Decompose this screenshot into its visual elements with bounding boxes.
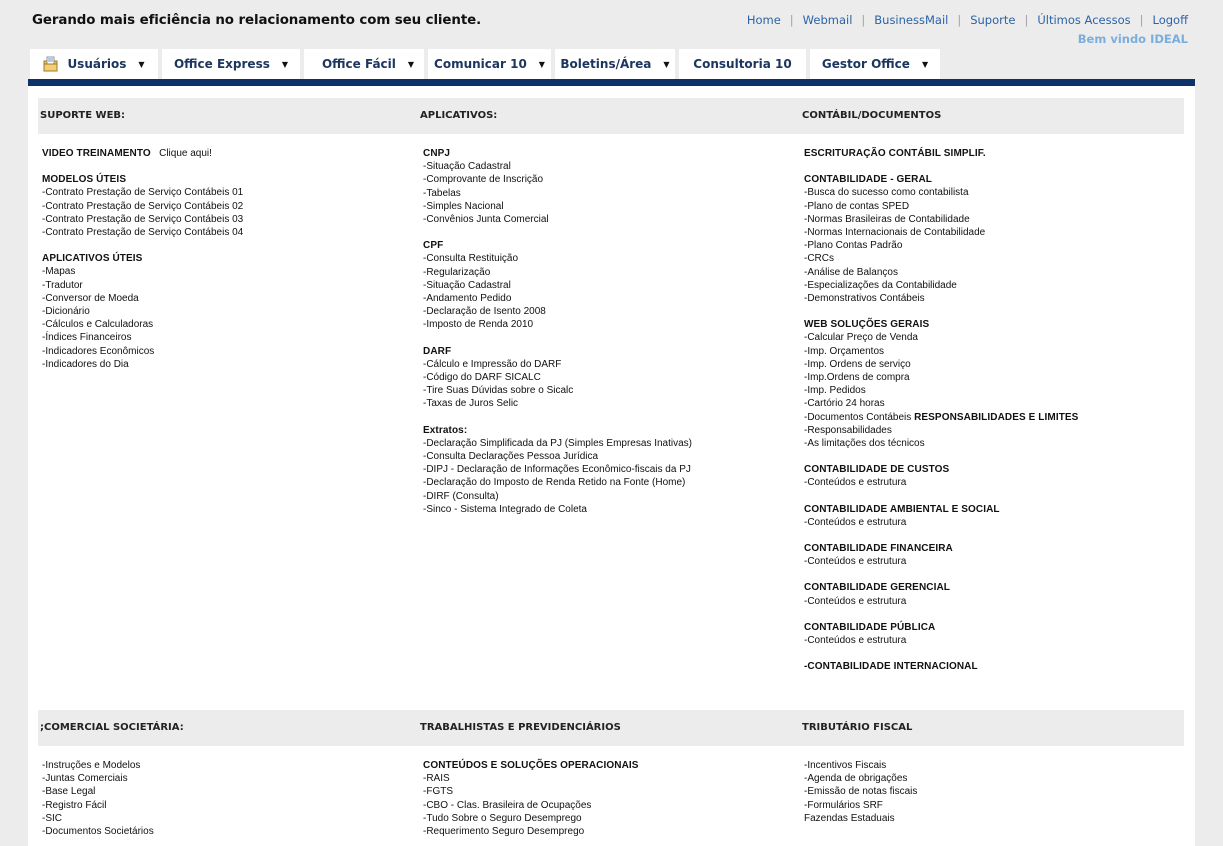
list-item[interactable]: -Documentos Societários bbox=[42, 826, 154, 838]
suporte-link[interactable]: Suporte bbox=[970, 13, 1016, 27]
tab-usuarios[interactable] bbox=[30, 49, 158, 79]
content-panel bbox=[28, 86, 1195, 846]
responsabilidades-limites-title: RESPONSABILIDADES E LIMITES bbox=[914, 411, 1079, 423]
list-item[interactable]: -Especializações da Contabilidade bbox=[804, 279, 957, 291]
list-item[interactable]: -Tire Suas Dúvidas sobre o Sicalc bbox=[423, 385, 574, 397]
list-item[interactable]: -Consulta Declarações Pessoa Jurídica bbox=[423, 451, 599, 463]
financeira-title: CONTABILIDADE FINANCEIRA bbox=[804, 543, 953, 555]
modelos-block bbox=[42, 173, 402, 239]
list-item[interactable]: -Imposto de Renda 2010 bbox=[423, 319, 534, 331]
list-item[interactable]: -Cálculos e Calculadoras bbox=[42, 319, 154, 331]
publica-title: CONTABILIDADE PÚBLICA bbox=[804, 621, 936, 633]
list-item[interactable]: -Sinco - Sistema Integrado de Coleta bbox=[423, 503, 587, 515]
tab-label: Boletins/Área bbox=[560, 57, 652, 71]
section-title-aplicativos: APLICATIVOS: bbox=[420, 110, 498, 121]
list-item[interactable]: -Juntas Comerciais bbox=[42, 773, 128, 785]
section-title-tributario: TRIBUTÁRIO FISCAL bbox=[802, 722, 913, 733]
tab-office-express[interactable] bbox=[162, 49, 300, 79]
aplicativos-uteis-block bbox=[42, 252, 402, 371]
tab-consultoria-10[interactable] bbox=[679, 49, 806, 79]
documentos-contabeis-link[interactable]: -Documentos Contábeis bbox=[804, 411, 912, 423]
list-item[interactable]: -Consulta Restituição bbox=[423, 253, 519, 265]
dropdown-arrow-icon: ▼ bbox=[921, 59, 929, 69]
list-item[interactable]: -Tabelas bbox=[423, 187, 461, 199]
list-item[interactable]: -Declaração Simplificada da PJ (Simples Empresas Inativas) bbox=[423, 437, 692, 449]
modelos-title: MODELOS ÚTEIS bbox=[42, 174, 127, 186]
tab-gestor-office[interactable] bbox=[810, 49, 940, 79]
list-item[interactable]: -Agenda de obrigações bbox=[804, 773, 908, 785]
gerencial-block bbox=[804, 581, 1184, 607]
tab-label: Office Fácil bbox=[321, 57, 396, 71]
businessmail-link[interactable]: BusinessMail bbox=[874, 13, 949, 27]
list-item[interactable]: -Cálculo e Impressão do DARF bbox=[423, 358, 562, 370]
list-item[interactable]: -Conteúdos e estrutura bbox=[804, 595, 907, 607]
tab-office-facil[interactable] bbox=[304, 49, 424, 79]
web-solucoes-title: WEB SOLUÇÕES GERAIS bbox=[804, 319, 930, 331]
dropdown-arrow-icon: ▼ bbox=[663, 59, 670, 69]
list-item[interactable]: -Indicadores do Dia bbox=[42, 358, 129, 370]
ambiental-block bbox=[804, 503, 1184, 529]
tab-label: Usuários bbox=[67, 57, 127, 71]
list-item[interactable]: -Regularização bbox=[423, 266, 491, 278]
dropdown-arrow-icon: ▼ bbox=[138, 59, 145, 69]
list-item[interactable]: -Plano Contas Padrão bbox=[804, 240, 903, 252]
documentos-contabeis-row bbox=[804, 411, 1184, 424]
section-title-trabalhistas: TRABALHISTAS E PREVIDENCIÁRIOS bbox=[420, 722, 621, 733]
list-item[interactable]: -SIC bbox=[42, 812, 62, 824]
video-label: VIDEO TREINAMENTO bbox=[42, 148, 151, 159]
suporte-web-column bbox=[42, 147, 402, 384]
internacional-block bbox=[804, 660, 1184, 673]
page-tagline: Gerando mais eficiência no relacionamento com seu cliente. bbox=[32, 13, 482, 28]
list-item[interactable]: -Contrato Prestação de Serviço Contábeis 01 bbox=[42, 187, 244, 199]
section-title-suporte-web: SUPORTE WEB: bbox=[40, 110, 126, 121]
list-item[interactable]: -Base Legal bbox=[42, 786, 96, 798]
list-item[interactable]: -Imp. Orçamentos bbox=[804, 345, 885, 357]
list-item[interactable]: -Indicadores Econômicos bbox=[42, 345, 155, 357]
list-item[interactable]: -As limitações dos técnicos bbox=[804, 438, 925, 450]
link-separator: | bbox=[789, 13, 794, 27]
list-item[interactable]: -Emissão de notas fiscais bbox=[804, 786, 918, 798]
ultimos-acessos-link[interactable]: Últimos Acessos bbox=[1037, 13, 1131, 27]
escrituracao-block bbox=[804, 147, 1184, 160]
list-item[interactable]: -Situação Cadastral bbox=[423, 161, 511, 173]
video-link[interactable]: Clique aqui! bbox=[159, 148, 212, 159]
dropdown-arrow-icon: ▼ bbox=[538, 59, 545, 69]
list-item[interactable]: -Contrato Prestação de Serviço Contábeis 03 bbox=[42, 213, 244, 225]
list-item[interactable]: -Plano de contas SPED bbox=[804, 200, 910, 212]
list-item[interactable]: -Conversor de Moeda bbox=[42, 292, 139, 304]
comercial-column bbox=[42, 759, 402, 838]
list-item[interactable]: -DIPJ - Declaração de Informações Econômico-fiscais da PJ bbox=[423, 464, 691, 476]
cnpj-title: CNPJ bbox=[423, 148, 451, 159]
cpf-block bbox=[423, 239, 783, 331]
ambiental-title: CONTABILIDADE AMBIENTAL E SOCIAL bbox=[804, 503, 1000, 515]
list-item[interactable]: -Simples Nacional bbox=[423, 200, 504, 212]
custos-block bbox=[804, 463, 1184, 489]
list-item[interactable]: -DIRF (Consulta) bbox=[423, 490, 499, 502]
list-item[interactable]: -Instruções e Modelos bbox=[42, 760, 141, 771]
list-item[interactable]: -Análise de Balanços bbox=[804, 266, 898, 278]
tab-label: Office Express bbox=[173, 57, 270, 71]
link-separator: | bbox=[1139, 13, 1144, 27]
list-item[interactable]: -Comprovante de Inscrição bbox=[423, 174, 544, 186]
darf-block bbox=[423, 345, 783, 411]
nav-underline bbox=[28, 79, 1195, 86]
list-item[interactable]: -Busca do sucesso como contabilista bbox=[804, 187, 969, 199]
list-item[interactable]: -Conteúdos e estrutura bbox=[804, 635, 907, 647]
list-item[interactable]: -Formulários SRF bbox=[804, 799, 883, 811]
list-item[interactable]: -Normas Internacionais de Contabilidade bbox=[804, 227, 986, 239]
section-header-row-2 bbox=[38, 710, 1184, 746]
list-item[interactable]: -Incentivos Fiscais bbox=[804, 760, 887, 771]
user-folder-icon bbox=[43, 56, 59, 72]
link-separator: | bbox=[1024, 13, 1029, 27]
list-item[interactable]: -FGTS bbox=[423, 786, 453, 798]
link-separator: | bbox=[957, 13, 962, 27]
list-item[interactable]: -Contrato Prestação de Serviço Contábeis 04 bbox=[42, 227, 244, 239]
list-item[interactable]: -Tudo Sobre o Seguro Desemprego bbox=[423, 812, 582, 824]
publica-block bbox=[804, 621, 1184, 647]
aplicativos-column bbox=[423, 147, 783, 529]
section-header-row-1 bbox=[38, 98, 1184, 134]
list-item[interactable]: -Demonstrativos Contábeis bbox=[804, 293, 925, 305]
list-item[interactable]: -Código do DARF SICALC bbox=[423, 372, 541, 384]
section-title-comercial: ;COMERCIAL SOCIETÁRIA: bbox=[40, 722, 184, 733]
trabalhistas-column bbox=[423, 759, 783, 838]
web-solucoes-block bbox=[804, 318, 1184, 450]
list-item[interactable]: -Declaração do Imposto de Renda Retido na Fonte (Home) bbox=[423, 477, 686, 489]
list-item[interactable]: -Convênios Junta Comercial bbox=[423, 214, 549, 226]
cnpj-block bbox=[423, 147, 783, 226]
list-item[interactable]: -Imp. Ordens de serviço bbox=[804, 358, 911, 370]
list-item[interactable]: -Cartório 24 horas bbox=[804, 398, 885, 410]
tab-comunicar-10[interactable] bbox=[428, 49, 551, 79]
contabilidade-geral-title: CONTABILIDADE - GERAL bbox=[804, 174, 933, 186]
list-item[interactable]: -Mapas bbox=[42, 266, 76, 278]
tab-label: Comunicar 10 bbox=[434, 57, 527, 71]
dropdown-arrow-icon: ▼ bbox=[281, 59, 289, 69]
list-item[interactable]: Fazendas Estaduais bbox=[804, 812, 895, 824]
list-item[interactable]: -Tradutor bbox=[42, 279, 83, 291]
logoff-link[interactable]: Logoff bbox=[1152, 13, 1188, 27]
list-item[interactable]: -Normas Brasileiras de Contabilidade bbox=[804, 213, 970, 225]
list-item[interactable]: -CRCs bbox=[804, 253, 834, 265]
video-block bbox=[42, 147, 402, 160]
list-item[interactable]: -Andamento Pedido bbox=[423, 293, 512, 305]
trabalhistas-title: CONTEÚDOS E SOLUÇÕES OPERACIONAIS bbox=[423, 760, 639, 771]
list-item[interactable]: -CBO - Clas. Brasileira de Ocupações bbox=[423, 799, 592, 811]
cpf-title: CPF bbox=[423, 240, 444, 252]
dropdown-arrow-icon: ▼ bbox=[407, 59, 415, 69]
list-item[interactable]: -Conteúdos e estrutura bbox=[804, 516, 907, 528]
contabilidade-geral-block bbox=[804, 173, 1184, 305]
list-item[interactable]: -Índices Financeiros bbox=[42, 332, 132, 344]
welcome-message: Bem vindo IDEAL bbox=[1077, 32, 1188, 46]
list-item[interactable]: -Imp. Pedidos bbox=[804, 385, 866, 397]
tab-boletins-area[interactable] bbox=[555, 49, 675, 79]
list-item[interactable]: -Requerimento Seguro Desemprego bbox=[423, 826, 585, 838]
list-item[interactable]: -Taxas de Juros Selic bbox=[423, 398, 519, 410]
custos-title: CONTABILIDADE DE CUSTOS bbox=[804, 464, 950, 476]
contabilidade-internacional-link[interactable]: -CONTABILIDADE INTERNACIONAL bbox=[804, 661, 978, 673]
list-item[interactable]: -RAIS bbox=[423, 773, 450, 785]
aplicativos-uteis-title: APLICATIVOS ÚTEIS bbox=[42, 253, 143, 265]
list-item[interactable]: -Conteúdos e estrutura bbox=[804, 556, 907, 568]
darf-title: DARF bbox=[423, 345, 452, 357]
home-link[interactable]: Home bbox=[746, 13, 781, 27]
list-item[interactable]: -Contrato Prestação de Serviço Contábeis 02 bbox=[42, 200, 244, 212]
gerencial-title: CONTABILIDADE GERENCIAL bbox=[804, 582, 951, 594]
top-links bbox=[747, 13, 1188, 27]
list-item[interactable]: -Responsabilidades bbox=[804, 424, 892, 436]
list-item[interactable]: -Conteúdos e estrutura bbox=[804, 477, 907, 489]
list-item[interactable]: -Calcular Preço de Venda bbox=[804, 332, 918, 344]
tab-label: Gestor Office bbox=[821, 57, 910, 71]
webmail-link[interactable]: Webmail bbox=[802, 13, 853, 27]
list-item[interactable]: -Imp.Ordens de compra bbox=[804, 372, 910, 384]
list-item[interactable]: -Dicionário bbox=[42, 306, 90, 318]
extratos-block bbox=[423, 424, 783, 516]
list-item[interactable]: -Situação Cadastral bbox=[423, 279, 511, 291]
main-nav bbox=[30, 49, 944, 79]
tributario-column bbox=[804, 759, 1184, 825]
list-item[interactable]: -Registro Fácil bbox=[42, 799, 107, 811]
contabil-column bbox=[804, 147, 1184, 687]
list-item[interactable]: -Declaração de Isento 2008 bbox=[423, 306, 546, 318]
extratos-title: Extratos: bbox=[423, 424, 468, 436]
section-title-contabil: CONTÁBIL/DOCUMENTOS bbox=[802, 110, 942, 121]
tab-label: Consultoria 10 bbox=[693, 57, 792, 71]
link-separator: | bbox=[861, 13, 866, 27]
escrituracao-link[interactable]: ESCRITURAÇÃO CONTÁBIL SIMPLIF. bbox=[804, 148, 986, 159]
financeira-block bbox=[804, 542, 1184, 568]
